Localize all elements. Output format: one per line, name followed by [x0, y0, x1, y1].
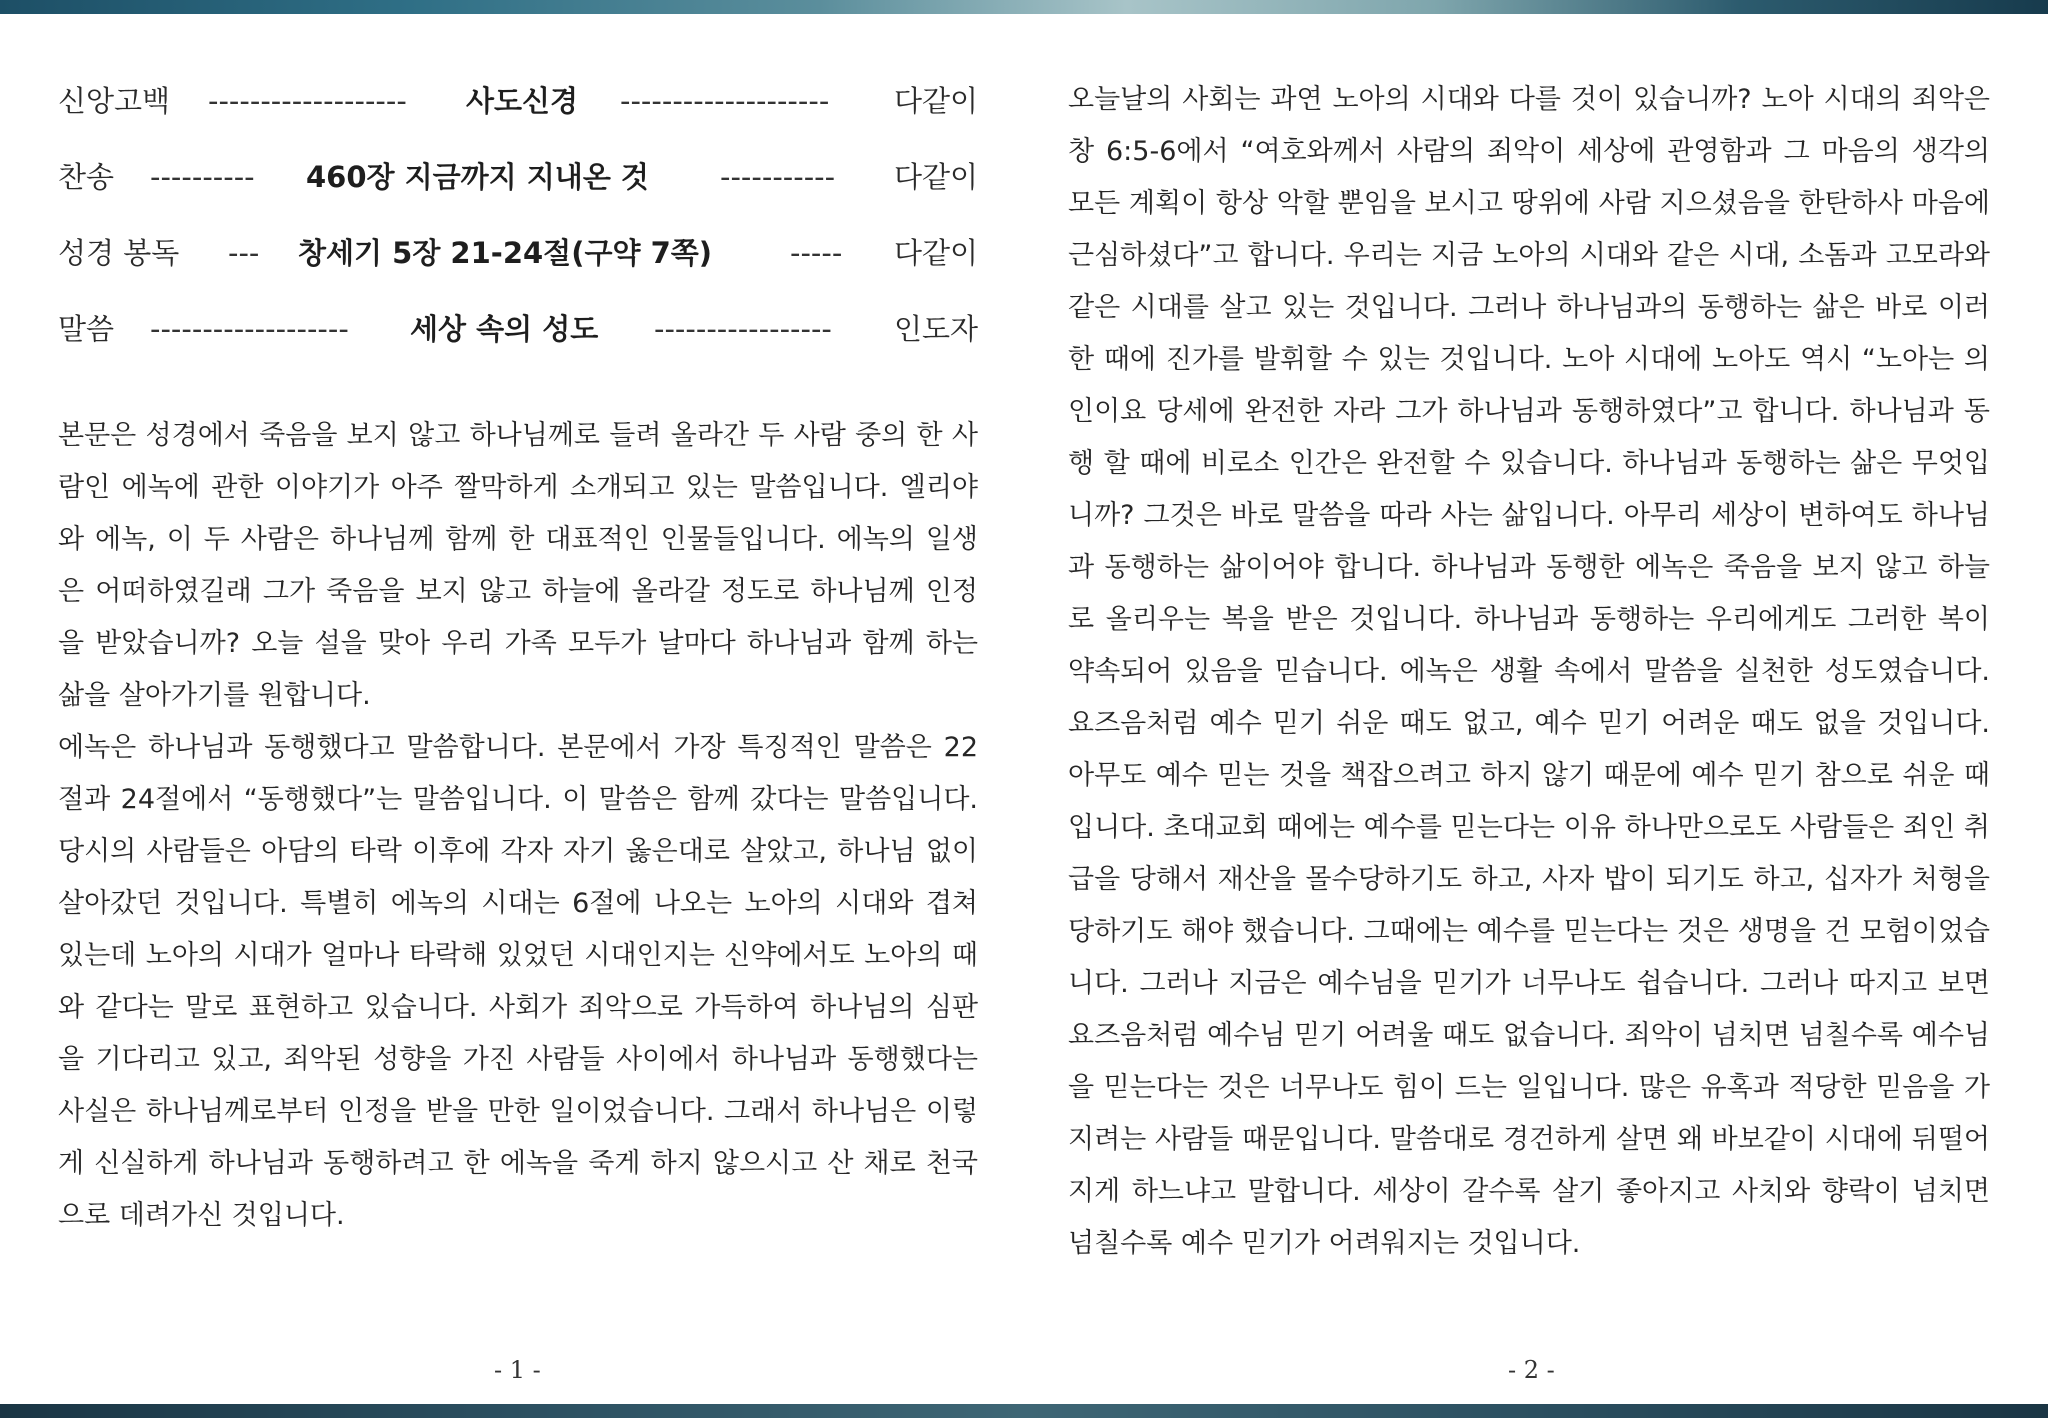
order-dash-left: ------------------- [150, 312, 349, 346]
order-who: 다같이 [893, 236, 978, 270]
order-title: 460장 지금까지 지내온 것 [306, 160, 649, 194]
order-row-reading [58, 233, 978, 273]
order-dash-left: ---------- [150, 160, 255, 194]
order-dash-left: --- [228, 236, 260, 270]
order-title: 창세기 5장 21-24절(구약 7쪽) [298, 236, 713, 270]
order-row-creed [58, 81, 978, 121]
order-who: 다같이 [893, 84, 978, 118]
order-dash-right: ----------- [720, 160, 836, 194]
order-label: 찬송 [58, 160, 115, 194]
page-number: - 2 - [1508, 1356, 1555, 1384]
page-2 [1068, 0, 1990, 1418]
order-dash-right: ----------------- [654, 312, 832, 346]
sermon-body-right [1068, 74, 1990, 1270]
paragraph: 오늘날의 사회는 과연 노아의 시대와 다를 것이 있습니까? 노아 시대의 죄악은 창 6:5-6에서 “여호와께서 사람의 죄악이 세상에 관영함과 그 마음의 생각의 모든 계획이 항상 악할 뿐임을 보시고 땅위에 사람 지으셨음을 한탄하사 마음에 근심하셨다”고 합니다. 우리는 지금 노아의 시대와 같은 시대, 소돔과 고모라와 같은 시대를 살고 있는 것입니다. 그러나 하나님과의 동행하는 삶은 바로 이러한 때에 진가를 발휘할 수 있는 것입니다. 노아 시대에 노아도 역시 “노아는 의인이요 당세에 완전한 자라 그가 하나님과 동행하였다”고 합니다. 하나님과 동행 할 때에 비로소 인간은 완전할 수 있습니다. 하나님과 동행하는 삶은 무엇입니까? 그것은 바로 말씀을 따라 사는 삶입니다. 아무리 세상이 변하여도 하나님과 동행하는 삶이어야 합니다. 하나님과 동행한 에녹은 죽음을 보지 않고 하늘로 올리우는 복을 받은 것입니다. 하나님과 동행하는 우리에게도 그러한 복이 약속되어 있음을 믿습니다. 에녹은 생활 속에서 말씀을 실천한 성도였습니다. 요즈음처럼 예수 믿기 쉬운 때도 없고, 예수 믿기 어려운 때도 없을 것입니다. 아무도 예수 믿는 것을 책잡으려고 하지 않기 때문에 예수 믿기 참으로 쉬운 때입니다. 초대교회 때에는 예수를 믿는다는 이유 하나만으로도 사람들은 죄인 취급을 당해서 재산을 몰수당하기도 하고, 사자 밥이 되기도 하고, 십자가 처형을 당하기도 해야 했습니다. 그때에는 예수를 믿는다는 것은 생명을 건 모험이었습니다. 그러나 지금은 예수님을 믿기가 너무나도 쉽습니다. 그러나 따지고 보면 요즈음처럼 예수님 믿기 어려울 때도 없습니다. 죄악이 넘치면 넘칠수록 예수님을 믿는다는 것은 너무나도 힘이 드는 일입니다. 많은 유혹과 적당한 믿음을 가지려는 사람들 때문입니다. 말씀대로 경건하게 살면 왜 바보같이 시대에 뒤떨어지게 하느냐고 말합니다. 세상이 갈수록 살기 좋아지고 사치와 향락이 넘치면 넘칠수록 예수 믿기가 어려워지는 것입니다. [1068, 84, 1990, 1259]
order-dash-right: -------------------- [620, 84, 830, 118]
order-dash-right: ----- [790, 236, 843, 270]
page-number: - 1 - [494, 1356, 541, 1384]
sermon-body-left [58, 410, 978, 1242]
order-label: 성경 봉독 [58, 236, 180, 270]
order-who: 인도자 [893, 312, 978, 346]
order-dash-left: ------------------- [208, 84, 407, 118]
order-row-hymn [58, 157, 978, 197]
order-who: 다같이 [893, 160, 978, 194]
order-title: 세상 속의 성도 [410, 312, 599, 346]
order-row-sermon [58, 309, 978, 349]
bottom-decorative-band [0, 1404, 2048, 1418]
order-label: 신앙고백 [58, 84, 171, 118]
order-title: 사도신경 [466, 84, 579, 118]
paragraph: 에녹은 하나님과 동행했다고 말씀합니다. 본문에서 가장 특징적인 말씀은 22절과 24절에서 “동행했다”는 말씀입니다. 이 말씀은 함께 갔다는 말씀입니다. 당시의 사람들은 아담의 타락 이후에 각자 자기 옳은대로 살았고, 하나님 없이 살아갔던 것입니다. 특별히 에녹의 시대는 6절에 나오는 노아의 시대와 겹쳐 있는데 노아의 시대가 얼마나 타락해 있었던 시대인지는 신약에서도 노아의 때와 같다는 말로 표현하고 있습니다. 사회가 죄악으로 가득하여 하나님의 심판을 기다리고 있고, 죄악된 성향을 가진 사람들 사이에서 하나님과 동행했다는 사실은 하나님께로부터 인정을 받을 만한 일이었습니다. 그래서 하나님은 이렇게 신실하게 하나님과 동행하려고 한 에녹을 죽게 하지 않으시고 산 채로 천국으로 데려가신 것입니다. [58, 732, 978, 1231]
order-label: 말씀 [58, 312, 115, 346]
paragraph: 본문은 성경에서 죽음을 보지 않고 하나님께로 들려 올라간 두 사람 중의 한 사람인 에녹에 관한 이야기가 아주 짤막하게 소개되고 있는 말씀입니다. 엘리야와 에녹, 이 두 사람은 하나님께 함께 한 대표적인 인물들입니다. 에녹의 일생은 어떠하였길래 그가 죽음을 보지 않고 하늘에 올라갈 정도로 하나님께 인정을 받았습니까? 오늘 설을 맞아 우리 가족 모두가 날마다 하나님과 함께 하는 삶을 살아가기를 원합니다. [58, 420, 978, 711]
page-1 [58, 0, 978, 1418]
